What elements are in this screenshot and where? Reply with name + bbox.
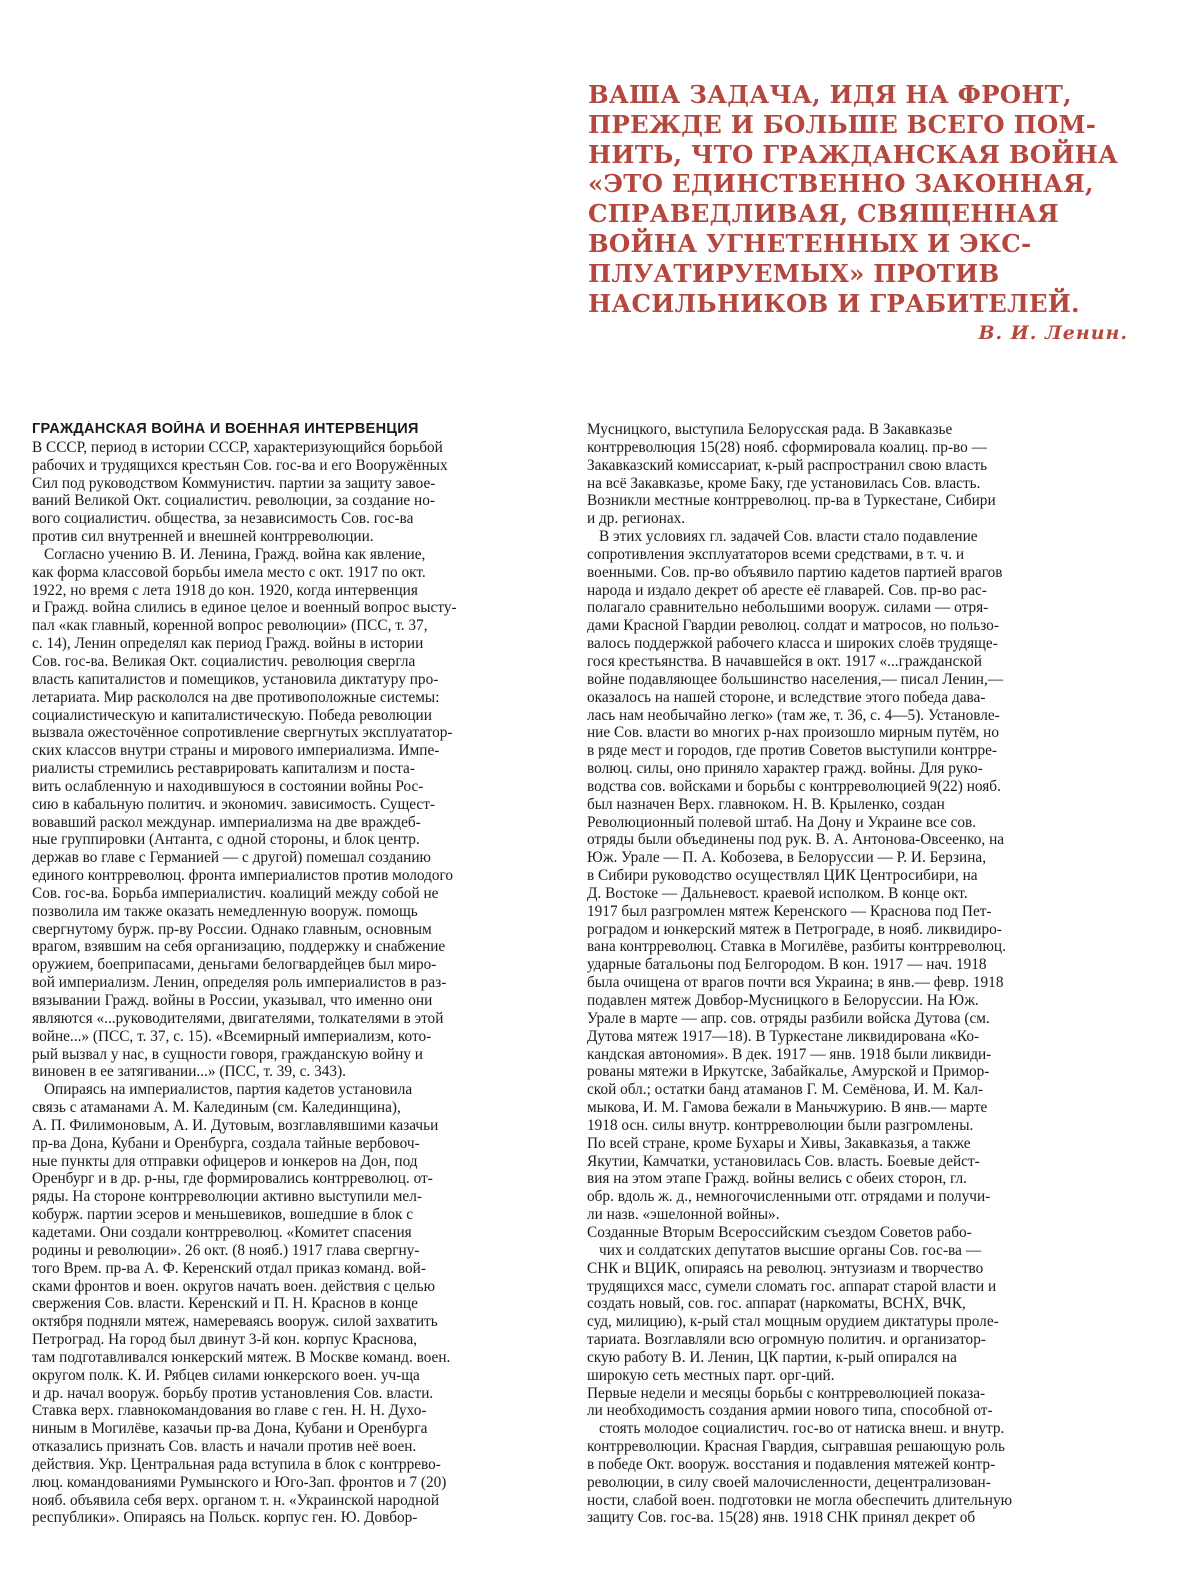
- text-line: контрреволюция 15(28) нояб. сформировала коалиц. пр-во —: [587, 438, 987, 456]
- text-line: ли необходимость создания армии нового типа, способной от-: [587, 1402, 993, 1420]
- epigraph-line: ПЛУАТИРУЕМЫХ» ПРОТИВ: [588, 258, 1000, 288]
- text-line: Революционный полевой штаб. На Дону и Украине все сов.: [587, 813, 977, 831]
- text-line: оказалось на нашей стороне, и вследствие этого победа дава-: [587, 688, 986, 706]
- text-line: В СССР, период в истории СССР, характеризующийся борьбой: [32, 438, 443, 456]
- text-line: ваний Великой Окт. социалистич. революции, за создание но-: [32, 492, 435, 510]
- text-line: рабочих и трудящихся крестьян Сов. гос-ва и его Вооружённых: [32, 456, 448, 474]
- text-line: Сов. гос-ва. Борьба империалистич. коалиций между собой не: [32, 884, 439, 902]
- text-line: Якутии, Камчатки, установилась Сов. власть. Боевые дейст-: [587, 1152, 980, 1170]
- epigraph-line: ПРЕЖДЕ И БОЛЬШЕ ВСЕГО ПОМ-: [588, 109, 1097, 139]
- text-line: суд, милицию), к-рый стал мощным орудием диктатуры проле-: [587, 1313, 999, 1331]
- text-line: ные группировки (Антанта, с одной стороны, и блок центр.: [32, 831, 420, 849]
- text-line: стоять молодое социалистич. гос-во от натиска внеш. и внутр.: [599, 1420, 1005, 1438]
- text-line: позволила им также оказать немедленную вооруж. помощь: [32, 902, 418, 920]
- text-line: контрреволюции. Красная Гвардия, сыгравшая решающую роль: [587, 1438, 1005, 1456]
- text-line: был назначен Верх. главноком. Н. В. Крыленко, создан: [587, 795, 945, 813]
- text-line: ских классов внутри страны и мирового империализма. Импе-: [32, 742, 440, 760]
- text-line: кадетами. Они создали контрреволюц. «Комитет спасения: [32, 1223, 412, 1241]
- text-line: там подготавливался юнкерский мятеж. В Москве команд. воен.: [32, 1348, 451, 1366]
- text-line: республики». Опираясь на Польск. корпус ген. Ю. Довбор-: [32, 1509, 418, 1527]
- text-line: кобурж. партии эсеров и меньшевиков, вошедшие в блок с: [32, 1206, 414, 1224]
- text-line: обр. вдоль ж. д., немногочисленными отг. отрядами и получи-: [587, 1188, 991, 1206]
- text-line: являются «...руководителями, двигателями, толкателями в этой: [32, 1009, 444, 1027]
- text-line: Возникли местные контрреволюц. пр-ва в Туркестане, Сибири: [587, 492, 996, 510]
- text-line: По всей стране, кроме Бухары и Хивы, Закавказья, а также: [587, 1134, 971, 1152]
- text-line: волюц. силы, оно приняло характер гражд. войны. Для руко-: [587, 760, 983, 778]
- text-line: в победе Окт. вооруж. восстания и подавления мятежей контр-: [587, 1455, 996, 1473]
- text-line: вия на этом этапе Гражд. войны велись с обеих сторон, гл.: [587, 1170, 967, 1188]
- epigraph-line: «ЭТО ЕДИНСТВЕННО ЗАКОННАЯ,: [588, 169, 1094, 199]
- text-line: Урале в марте — апр. сов. отряды разбили войска Дутова (см.: [587, 1009, 990, 1027]
- text-line: тариата. Возглавляли всю огромную политич. и организатор-: [587, 1331, 986, 1349]
- text-line: Закавказский комиссариат, к-рый распространил свою власть: [587, 456, 988, 474]
- text-line: подавлен мятеж Довбор-Мусницкого в Белоруссии. На Юж.: [587, 992, 979, 1009]
- text-line: вызвала ожесточённое сопротивление свергнутых эксплуататор-: [32, 724, 453, 742]
- text-line: трудящихся масс, сумели сломать гос. аппарат старой власти и: [587, 1277, 997, 1295]
- text-line: в Сибири руководство осуществлял ЦИК Центросибири, на: [587, 867, 978, 885]
- text-line: революции, в силу своей малочисленности, децентрализован-: [587, 1473, 991, 1491]
- article-column-left: [32, 421, 572, 1527]
- text-line: и Гражд. война слились в единое целое и военный вопрос высту-: [32, 599, 457, 617]
- text-line: водства сов. войсками и борьбы с контрреволюцией 9(22) нояб.: [587, 777, 1001, 795]
- text-line: свергнутому бурж. пр-ву России. Однако главным, основным: [32, 920, 432, 938]
- text-line: с. 14), Ленин определял как период Гражд. войны в истории: [32, 635, 424, 653]
- text-line: скую работу В. И. Ленин, ЦК партии, к-рый опирался на: [587, 1348, 957, 1366]
- text-line: гося крестьянства. В начавшейся в окт. 1917 «...гражданской: [587, 652, 982, 670]
- text-line: люц. командованиями Румынского и Юго-Зап. фронтов и 7 (20): [32, 1473, 447, 1491]
- text-line: сками фронтов и воен. округов начать воен. действия с целью: [32, 1277, 436, 1295]
- text-line: лась нам необычайно легко» (там же, т. 36, с. 4—5). Установле-: [587, 706, 1000, 724]
- text-line: того Врем. пр-ва А. Ф. Керенский отдал приказ команд. вой-: [32, 1259, 426, 1277]
- text-line: СНК и ВЦИК, опираясь на революц. энтузиазм и творчество: [587, 1259, 984, 1277]
- text-line: полагало сравнительно небольшими вооруж. силами — отря-: [587, 599, 989, 617]
- text-line: рованы мятежи в Иркутске, Забайкалье, Амурской и Примор-: [587, 1063, 990, 1081]
- text-line: вовавший раскол междунар. империализма на две враждеб-: [32, 813, 421, 831]
- text-line: валось поддержкой рабочего класса и широких слоёв трудяще-: [587, 635, 998, 653]
- text-line: чих и солдатских депутатов высшие органы Сов. гос-ва —: [599, 1241, 981, 1259]
- text-line: и др. начал вооруж. борьбу против установления Сов. власти.: [32, 1384, 434, 1402]
- text-line: свержения Сов. власти. Керенский и П. Н. Краснов в конце: [32, 1295, 418, 1313]
- text-line: ние Сов. власти во многих р-нах произошло мирным путём, но: [587, 724, 999, 742]
- text-line: военными. Сов. пр-во объявило партию кадетов партией врагов: [587, 563, 1003, 581]
- text-line: вого социалистич. общества, за независимость Сов. гос-ва: [32, 510, 414, 528]
- text-line: врагом, взявшим на себя организацию, поддержку и снабжение: [32, 938, 446, 956]
- text-line: кандская автономия». В дек. 1917 — янв. 1918 были ликвиди-: [587, 1045, 992, 1063]
- text-line: пр-ва Дона, Кубани и Оренбурга, создала тайные вербовоч-: [32, 1134, 420, 1152]
- text-line: широкую сеть местных парт. орг-ций.: [587, 1366, 835, 1384]
- text-line: сию в кабальную политич. и экономич. зависимость. Сущест-: [32, 795, 435, 813]
- text-line: Д. Востоке — Дальневост. краевой исполком. В конце окт.: [587, 884, 968, 902]
- text-line: ли назв. «эшелонной войны».: [587, 1206, 780, 1224]
- text-line: войне...» (ПСС, т. 37, с. 15). «Всемирный империализм, кото-: [32, 1027, 432, 1045]
- text-line: Петроград. На город был двинут 3-й кон. корпус Краснова,: [32, 1331, 418, 1349]
- text-line: была очищена от врагов почти вся Украина; в янв.— февр. 1918: [587, 974, 1004, 992]
- text-line: виновен в ее затягивании...» (ПСС, т. 39, с. 343).: [32, 1063, 346, 1081]
- epigraph-line: НАСИЛЬНИКОВ И ГРАБИТЕЛЕЙ.: [588, 288, 1080, 318]
- text-line: 1917 был разгромлен мятеж Керенского — Краснова под Пет-: [587, 902, 992, 920]
- epigraph-line: ВОЙНА УГНЕТЕННЫХ И ЭКС-: [588, 228, 1032, 258]
- text-line: ряды. На стороне контрреволюции активно выступили мел-: [32, 1188, 422, 1206]
- text-line: летариата. Мир раскололся на две противоположные системы:: [32, 688, 440, 706]
- article-column-right: [587, 421, 1127, 1527]
- text-line: единого контрреволюц. фронта империалистов против молодого: [32, 867, 454, 885]
- text-line: создать новый, сов. гос. аппарат (наркоматы, ВСНХ, ВЧК,: [587, 1295, 966, 1313]
- text-line: отказались признать Сов. власть и начали против неё воен.: [32, 1438, 417, 1456]
- text-line: связь с атаманами А. М. Калединым (см. Калединщина),: [32, 1099, 401, 1117]
- text-line: ударные батальоны под Белгородом. В кон. 1917 — нач. 1918: [587, 956, 987, 974]
- text-line: и др. регионах.: [587, 510, 686, 528]
- text-line: Юж. Урале — П. А. Кобозева, в Белоруссии — Р. И. Берзина,: [587, 849, 987, 867]
- text-line: риалисты стремились реставрировать капитализм и поста-: [32, 760, 415, 778]
- text-line: в ряде мест и городов, где против Советов выступили контрре-: [587, 742, 998, 760]
- text-line: как форма классовой борьбы имела место с окт. 1917 по окт.: [32, 563, 426, 581]
- text-line: Сов. гос-ва. Великая Окт. социалистич. революция свергла: [32, 652, 416, 670]
- text-line: В этих условиях гл. задачей Сов. власти стало подавление: [599, 528, 978, 546]
- text-line: нояб. объявила себя верх. органом т. н. «Украинской народной: [32, 1491, 440, 1509]
- epigraph-quote: [588, 80, 1133, 318]
- text-line: отряды были объединены под рук. В. А. Антонова-Овсеенко, на: [587, 831, 1005, 849]
- text-line: ниным в Могилёве, казачьи пр-ва Дона, Кубани и Оренбурга: [32, 1420, 428, 1438]
- text-line: октября подняли мятеж, намереваясь вооруж. силой захватить: [32, 1313, 438, 1331]
- text-line: народа и издало декрет об аресте её главарей. Сов. пр-во рас-: [587, 581, 987, 599]
- epigraph-line: ВАША ЗАДАЧА, ИДЯ НА ФРОНТ,: [588, 80, 1072, 109]
- text-line: Согласно учению В. И. Ленина, Гражд. война как явление,: [44, 545, 426, 563]
- text-line: мыкова, И. М. Гамова бежали в Маньчжурию. В янв.— марте: [587, 1099, 988, 1117]
- text-line: А. П. Филимоновым, А. И. Дутовым, возглавлявшими казачьи: [32, 1116, 439, 1134]
- text-line: Первые недели и месяцы борьбы с контрреволюцией показа-: [587, 1384, 986, 1402]
- text-line: Мусницкого, выступила Белорусская рада. В Закавказье: [587, 421, 953, 438]
- text-line: ской обл.; остатки банд атаманов Г. М. Семёнова, И. М. Кал-: [587, 1081, 984, 1099]
- text-line: Ставка верх. главнокомандования во главе с ген. Н. Н. Духо-: [32, 1402, 427, 1420]
- text-line: рый вызвал у нас, в сущности говоря, гражданскую войну и: [32, 1045, 423, 1063]
- text-line: Оренбург и в др. р-ны, где формировались контрреволюц. от-: [32, 1170, 433, 1188]
- text-line: вой империализм. Ленин, определяя роль империалистов в раз-: [32, 974, 447, 992]
- text-line: против сил внутренней и внешней контрреволюции.: [32, 528, 374, 546]
- text-line: вязывании Гражд. войны в России, указывал, что именно они: [32, 992, 433, 1009]
- text-line: Созданные Вторым Всероссийским съездом Советов рабо-: [587, 1223, 972, 1241]
- text-line: оружием, боеприпасами, деньгами белогвардейцев был миро-: [32, 956, 437, 974]
- text-line: войне подавляющее большинство населения,— писал Ленин,—: [587, 670, 1004, 688]
- text-line: на всё Закавказье, кроме Баку, где установилась Сов. власть.: [587, 474, 981, 492]
- text-line: родины и революции». 26 окт. (8 нояб.) 1917 глава свергну-: [32, 1241, 420, 1259]
- text-line: Дутова мятеж 1917—18). В Туркестане ликвидирована «Ко-: [587, 1027, 980, 1045]
- text-line: держав во главе с Германией — с другой) помешал созданию: [32, 849, 431, 867]
- text-line: защиту Сов. гос-ва. 15(28) янв. 1918 СНК принял декрет об: [587, 1509, 976, 1527]
- text-line: сопротивления эксплуататоров всеми средствами, в т. ч. и: [587, 545, 965, 563]
- text-line: пал «как главный, коренной вопрос революции» (ПСС, т. 37,: [32, 617, 428, 635]
- text-line: ности, слабой воен. подготовки не могла обеспечить длительную: [587, 1491, 1013, 1509]
- text-line: дами Красной Гвардии революц. солдат и матросов, но пользо-: [587, 617, 999, 635]
- text-line: действия. Укр. Центральная рада вступила в блок с контррево-: [32, 1455, 441, 1473]
- text-line: 1922, но время с лета 1918 до кон. 1920, когда интервенция: [32, 581, 418, 599]
- text-line: роградом и юнкерский мятеж в Петрограде, в нояб. ликвидиро-: [587, 920, 1002, 938]
- text-line: социалистическую и капиталистическую. Победа революции: [32, 706, 432, 724]
- epigraph-author: В. И. Ленин.: [978, 322, 1128, 344]
- text-line: округом полк. К. И. Рябцев силами юнкерского воен. уч-ща: [32, 1366, 420, 1384]
- text-line: Опираясь на империалистов, партия кадетов установила: [44, 1081, 413, 1099]
- epigraph-line: СПРАВЕДЛИВАЯ, СВЯЩЕННАЯ: [588, 199, 1059, 229]
- article-heading: ГРАЖДА́НСКАЯ ВОЙНА́ И ВОЕ́ННАЯ ИНТЕРВЕ́НЦИЯ: [32, 421, 419, 437]
- text-line: вить ослабленную и находившуюся в состоянии войны Рос-: [32, 777, 424, 795]
- text-line: вана контрреволюц. Ставка в Могилёве, разбиты контрреволюц.: [587, 938, 1006, 956]
- text-line: Сил под руководством Коммунистич. партии за защиту завое-: [32, 474, 436, 492]
- text-line: ные пункты для отправки офицеров и юнкеров на Дон, под: [32, 1152, 418, 1170]
- text-line: 1918 осн. силы внутр. контрреволюции были разгромлены.: [587, 1116, 974, 1134]
- epigraph-line: НИТЬ, ЧТО ГРАЖДАНСКАЯ ВОЙНА: [588, 139, 1119, 169]
- text-line: власть капиталистов и помещиков, установила диктатуру про-: [32, 670, 439, 688]
